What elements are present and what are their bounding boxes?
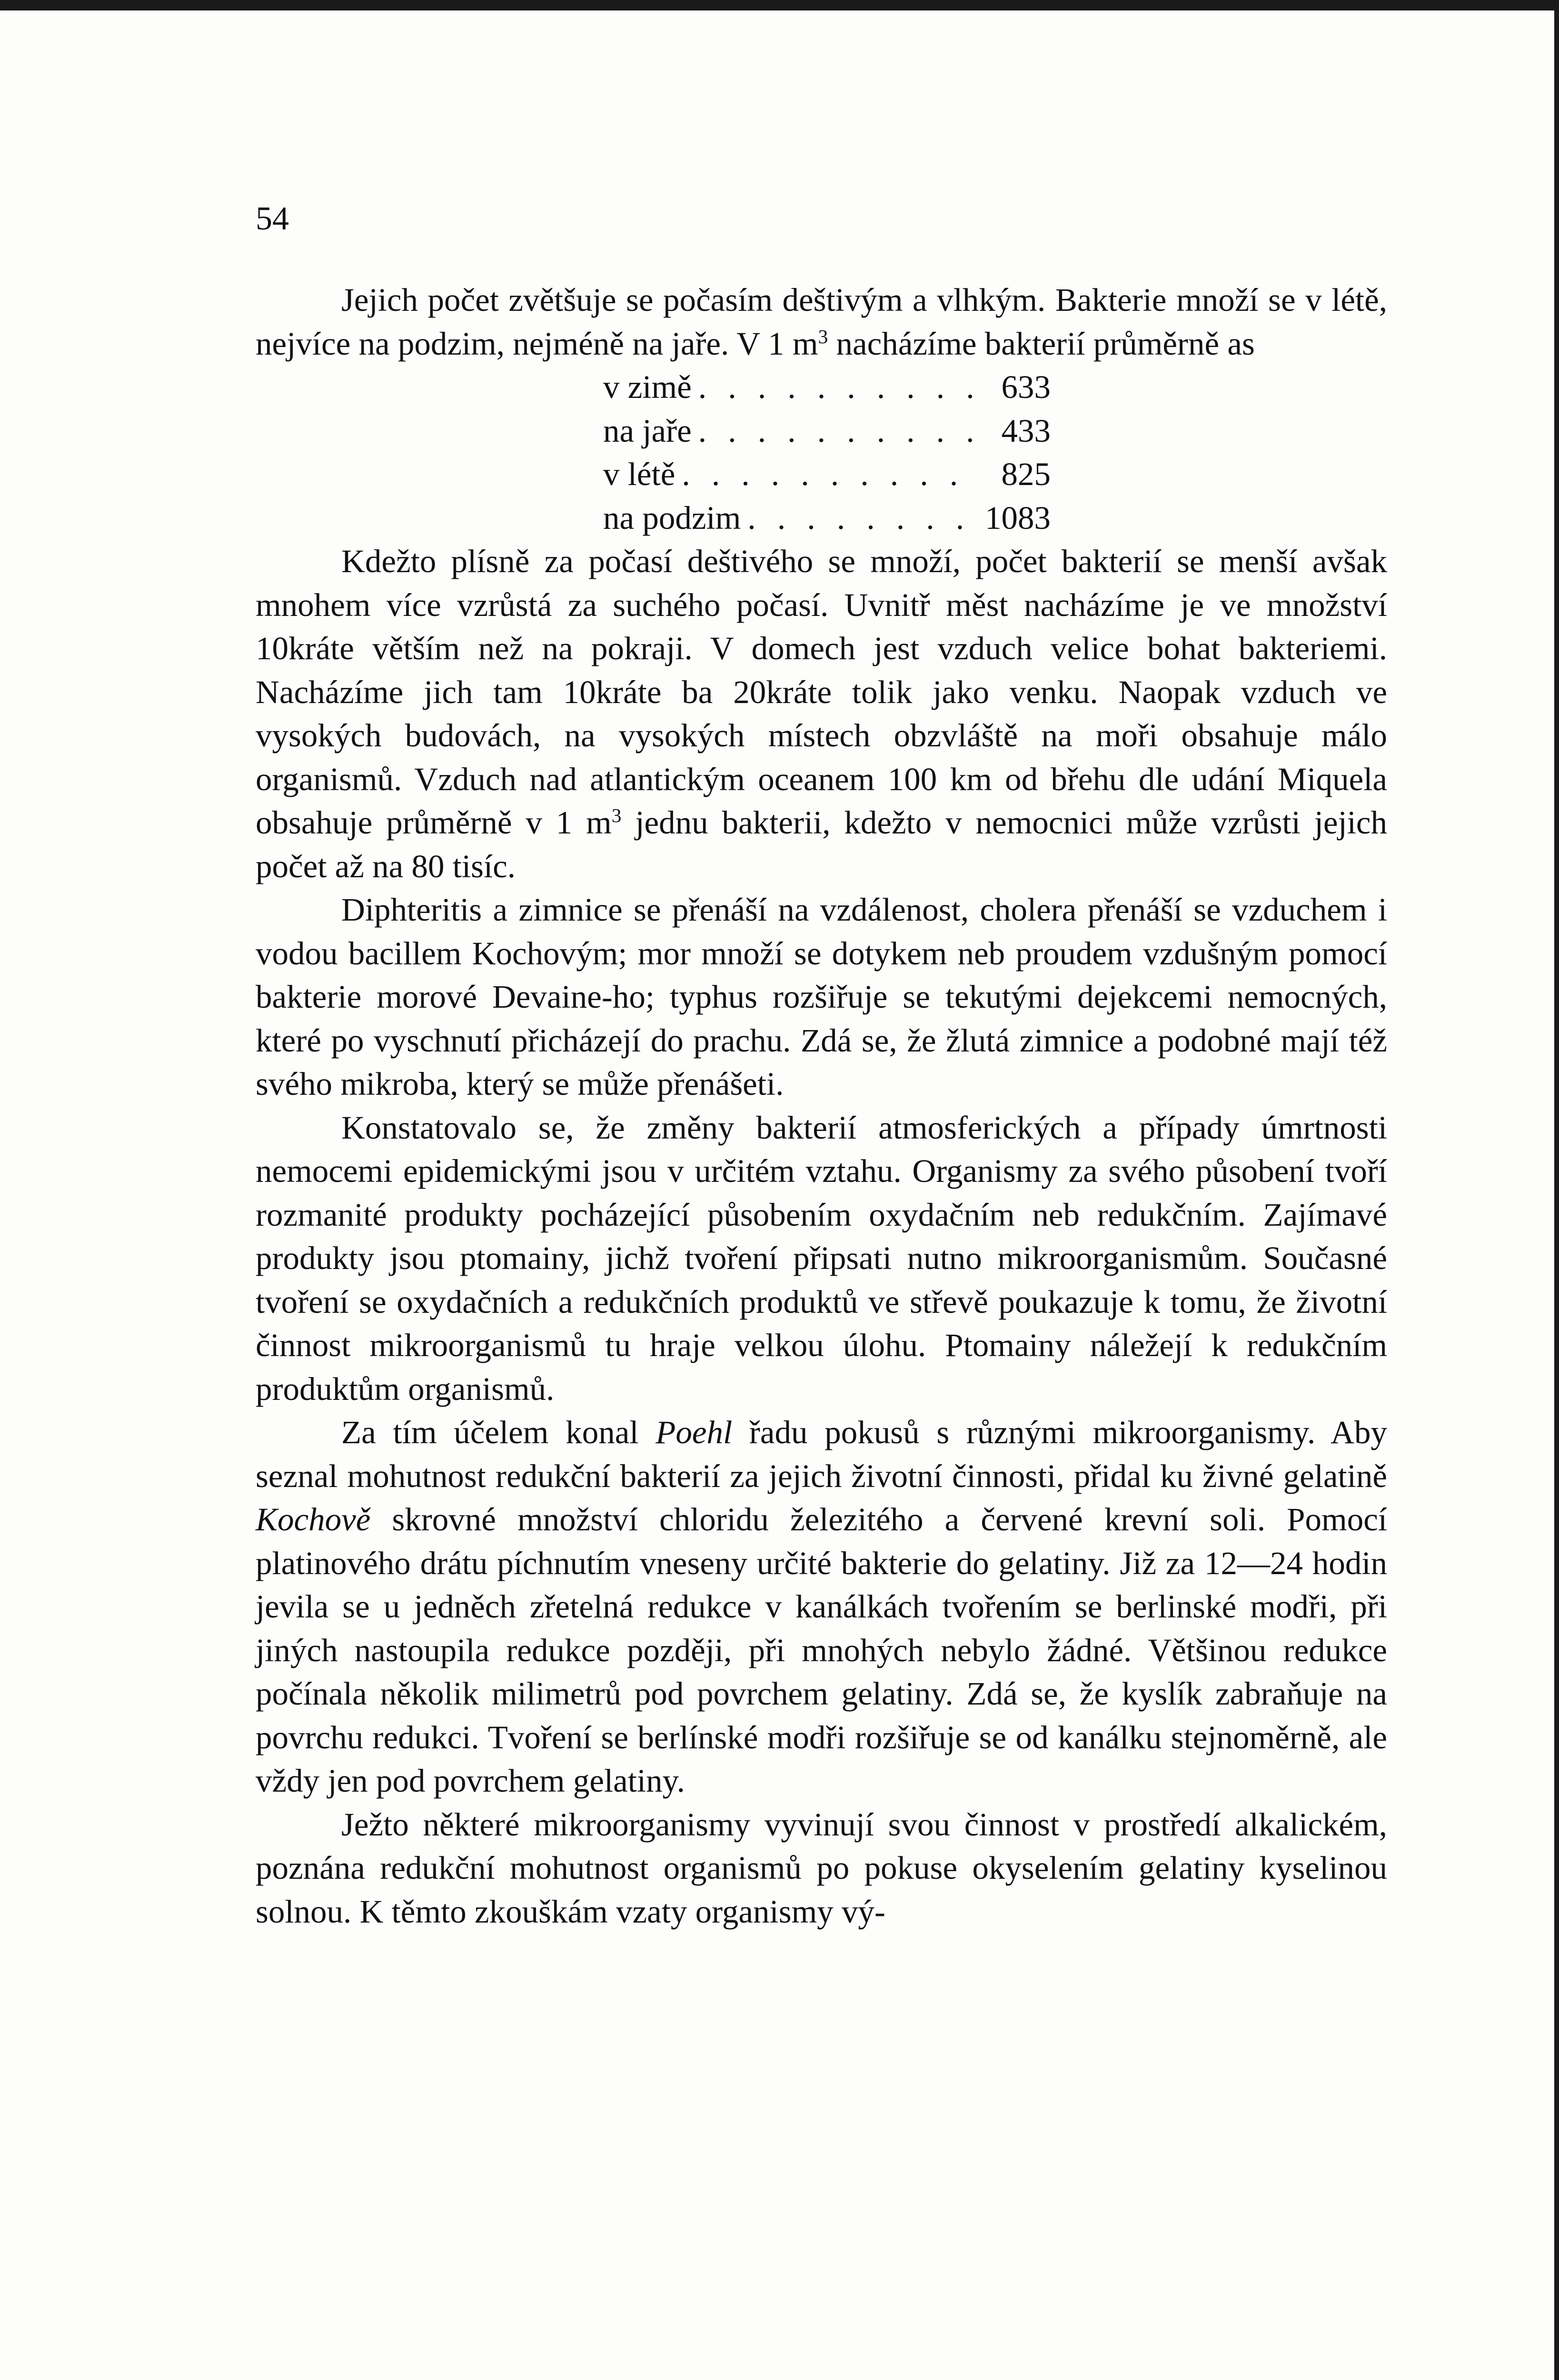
leader-dots	[675, 453, 979, 496]
page-number: 54	[256, 200, 289, 237]
paragraph-1-lead: Jejich počet zvětšuje se počasím deštivým a vlhkým. Bakterie množí se v létě, nejvíce na podzim, nejméně na jaře. V 1 m	[256, 282, 1387, 362]
season-table	[256, 366, 1387, 540]
body-text	[256, 278, 1387, 1934]
paragraph-5-part-b: řadu pokusů s různými mikroorganismy. Aby seznal mohutnost redukční bakterií za jejich životní činnosti, přidal ku živné gelatině	[256, 1414, 1387, 1494]
leader-dots	[692, 366, 979, 409]
paragraph-5-part-c: skrovné množství chloridu železitého a červené krevní soli. Pomocí platinového drátu píchnutím vneseny určité bakterie do gelatiny. Již za 12—24 hodin jevila se u jedněch zřetelná redukce v kanálkách tvořením se berlinské modři, při jiných nastoupila redukce později, při mnohých nebylo žádné. Většinou redukce počínala několik milimetrů pod povrchem gelatiny. Zdá se, že kyslík zabraňuje na povrchu redukci. Tvoření se berlínské modři rozšiřuje se od kanálku stejnoměrně, ale vždy jen pod povrchem gelatiny.	[256, 1501, 1387, 1799]
leader-dots	[741, 496, 979, 540]
season-label: na jaře	[603, 412, 692, 449]
scan-border-right	[1554, 0, 1559, 2380]
table-row	[603, 496, 1051, 540]
table-row	[603, 366, 1051, 409]
paragraph-5-part-a: Za tím účelem konal	[341, 1414, 656, 1450]
leader-dots	[692, 409, 979, 453]
table-row	[603, 453, 1051, 496]
paragraph-2-superscript: 3	[611, 804, 622, 826]
paragraph-1	[256, 278, 1387, 366]
paragraph-5	[256, 1411, 1387, 1803]
paragraph-4: Konstatovalo se, že změny bakterií atmosferických a případy úmrtnosti nemocemi epidemickými jsou v určitém vztahu. Organismy za svého působení tvoří rozmanité produkty pocházející působením oxydačním neb redukčním. Zajímavé produkty jsou ptomainy, jichž tvoření připsati nutno mikroorganismům. Současné tvoření se oxydačních a redukčních produktů ve střevě poukazuje k tomu, že životní činnost mikroorganismů tu hraje velkou úlohu. Ptomainy náležejí k redukčním produktům organismů.	[256, 1109, 1387, 1407]
table-row	[603, 409, 1051, 453]
paragraph-6: Ježto některé mikroorganismy vyvinují svou činnost v prostředí alkalickém, poznána redukční mohutnost organismů po pokuse okyselením gelatiny kyselinou solnou. K těmto zkouškám vzaty organismy vý-	[256, 1806, 1387, 1930]
scan-border-top	[0, 0, 1559, 10]
author-name-poehl: Poehl	[655, 1414, 733, 1450]
paragraph-2-tail: jednu bakterii, kdežto v nemocnici může vzrůsti jejich počet až na 80 tisíc.	[256, 804, 1388, 884]
season-label: v zimě	[603, 369, 692, 405]
season-label: v létě	[603, 456, 675, 492]
paragraph-1-superscript: 3	[818, 325, 828, 347]
season-value: 433	[1001, 412, 1051, 449]
author-name-koch: Kochově	[256, 1501, 371, 1537]
season-value: 1083	[985, 499, 1051, 536]
paragraph-2-lead: Kdežto plísně za počasí deštivého se množí, počet bakterií se menší avšak mnohem více vzrůstá za suchého počasí. Uvnitř měst nacházíme je ve množství 10kráte větším než na pokraji. V domech jest vzduch velice bohat bakteriemi. Nacházíme jich tam 10kráte ba 20kráte tolik jako venku. Naopak vzduch ve vysokých budovách, na vysokých místech obzvláště na moři obsahuje málo organismů. Vzduch nad atlantickým oceanem 100 km od břehu dle udání Miquela obsahuje průměrně v 1 m	[256, 543, 1387, 841]
paragraph-2	[256, 540, 1387, 888]
season-value: 633	[1001, 369, 1051, 405]
paragraph-3: Diphteritis a zimnice se přenáší na vzdálenost, cholera přenáší se vzduchem i vodou bacillem Kochovým; mor množí se dotykem neb proudem vzdušným pomocí bakterie morové Devaine-ho; typhus rozšiřuje se tekutými dejekcemi nemocných, které po vyschnutí přicházejí do prachu. Zdá se, že žlutá zimnice a podobné mají též svého mikroba, který se může přenášeti.	[256, 892, 1387, 1102]
paragraph-1-tail: nacházíme bakterií průměrně as	[828, 325, 1255, 362]
season-value: 825	[1001, 456, 1051, 492]
season-label: na podzim	[603, 499, 741, 536]
